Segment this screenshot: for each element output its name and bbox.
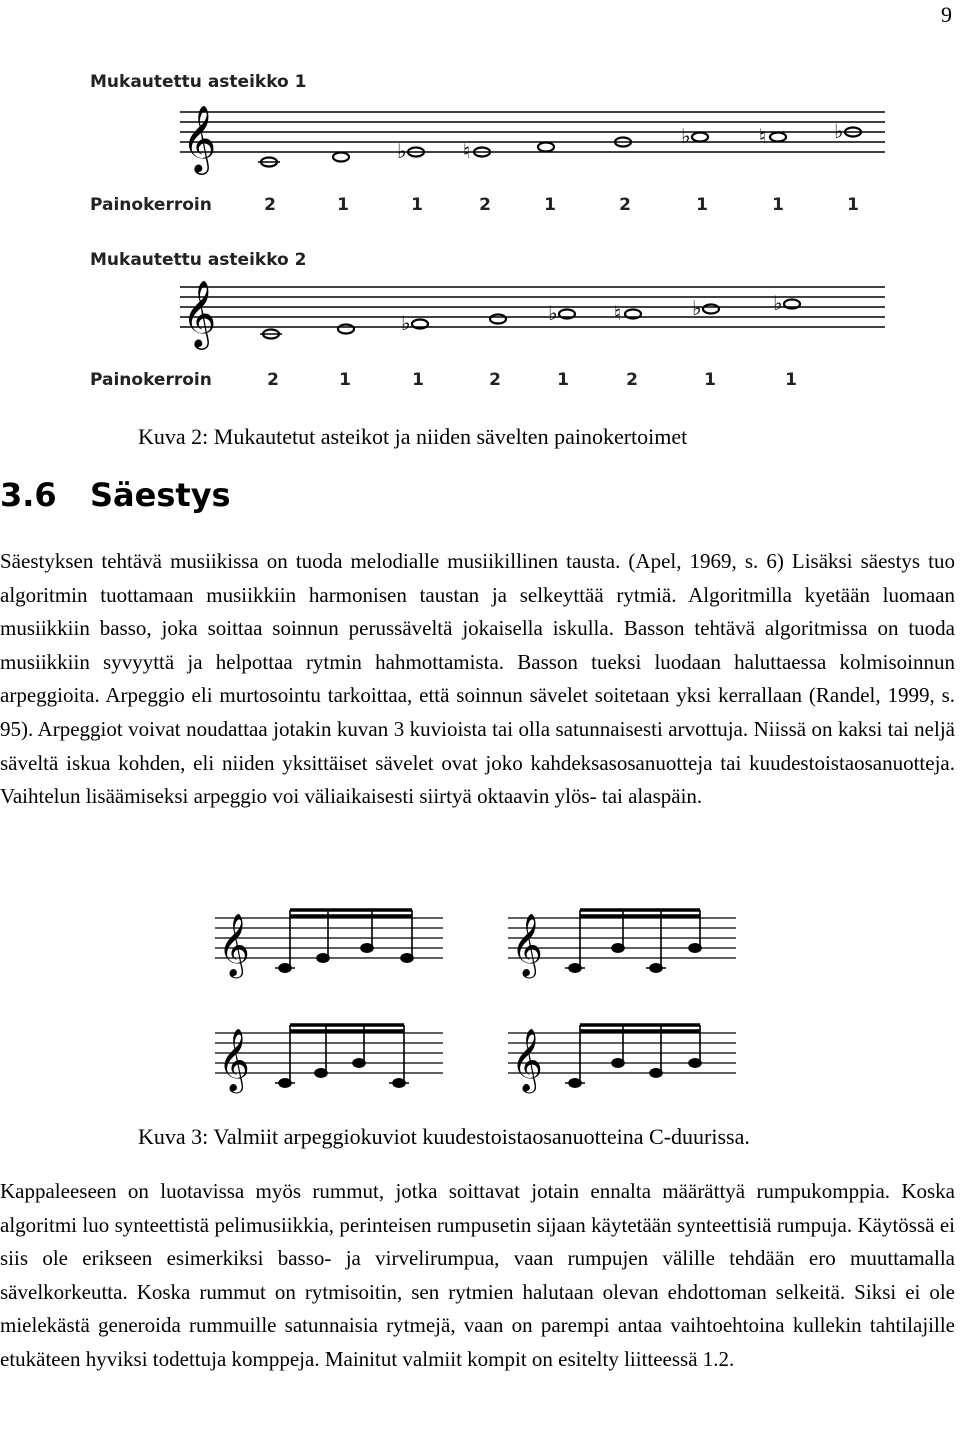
flat-icon: ♭: [548, 301, 558, 325]
section-heading: [0, 476, 231, 514]
flat-icon: ♭: [692, 296, 702, 320]
arpeggio-pattern-4: [508, 1015, 738, 1095]
note: [490, 315, 506, 324]
treble-clef-icon: 𝄞: [218, 913, 250, 976]
scale1-staff: [180, 100, 890, 180]
scale2-weight-label: Painokerroin: [90, 370, 212, 390]
note: [770, 133, 786, 142]
paragraph-2: Kappaleeseen on luotavissa myös rummut, jotka soittavat jotain ennalta määrättyä rumpukomppia. Koska algoritmi luo synteettistä pelimusiikkia, perinteisen rumpusetin sijaan käytetään synteettisiä rumpuja. Käytössä ei siis ole erikseen esimerkiksi basso- ja virvelirumpua, vaan rumpujen välille tehdään ero muuttamalla sävelkorkeutta. Koska rummut on rytmisoitin, sen rytmien halutaan olevan ehdottoman selkeitä. Siksi ei ole mielekästä generoida rummuille satunnaisia rytmejä, vaan on parempi antaa vaihtoehtoina kullekin tahtilajille etukäteen hyviksi todettuja komppeja. Mainitut valmiit kompit on esitelty liitteessä 1.2.: [0, 1179, 955, 1371]
treble-clef-icon: 𝄞: [182, 279, 217, 347]
natural-icon: ♮: [759, 124, 767, 148]
weight-value: 1: [847, 195, 859, 215]
weight-value: 1: [557, 370, 569, 390]
treble-clef-icon: 𝄞: [511, 913, 543, 976]
note: [703, 305, 719, 314]
scale1-weight-label: Painokerroin: [90, 195, 212, 215]
weight-value: 2: [626, 370, 638, 390]
flat-icon: ♭: [773, 291, 783, 315]
flat-icon: ♭: [681, 124, 691, 148]
weight-value: 2: [267, 370, 279, 390]
arpeggio-pattern-3: [215, 1015, 445, 1095]
note: [333, 153, 349, 162]
weight-value: 1: [696, 195, 708, 215]
arpeggio-pattern-1: [215, 900, 445, 980]
treble-clef-icon: 𝄞: [182, 104, 217, 172]
scale1-notes: [258, 128, 861, 167]
paragraph-1: Säestyksen tehtävä musiikissa on tuoda melodialle musiikillinen tausta. (Apel, 1969, s. 6) Lisäksi säestys tuo algoritmin tuottamaan musiikkiin harmonisen taustan ja selkeyttää rytmiä. Algoritmilla kyetään luomaan musiikkiin basso, joka soittaa soinnun perussäveltä jokaisella iskulla. Basson tehtävä algoritmissa on tuoda musiikkiin syvyyttä ja helpottaa rytmin hahmottamista. Basson tueksi luodaan haluttaessa kolmisoinnun arpeggioita. Arpeggio eli murtosointu tarkoittaa, että soinnun sävelet soitetaan yksi kerrallaan (Randel, 1999, s. 95). Arpeggiot voivat noudattaa jotakin kuvan 3 kuvioista tai olla satunnaisesti arvottuja. Niissä on kaksi tai neljä säveltä iskua kohden, eli niiden yksittäiset sävelet ovat joko kahdeksasosanuotteja tai kuudestoistaosanuotteja. Vaihtelun lisäämiseksi arpeggio voi väliaikaisesti siirtyä oktaavin ylös- tai alaspäin.: [0, 549, 955, 809]
weight-value: 1: [785, 370, 797, 390]
flat-icon: ♭: [397, 139, 407, 163]
figure3-caption: Kuva 3: Valmiit arpeggiokuviot kuudestoistaosanuotteina C-duurissa.: [138, 1124, 750, 1149]
scale2-notes: [260, 300, 800, 339]
weight-value: 2: [264, 195, 276, 215]
weight-value: 2: [619, 195, 631, 215]
weight-value: 1: [339, 370, 351, 390]
weight-value: 1: [337, 195, 349, 215]
section-title: Säestys: [90, 476, 231, 514]
page-number: 9: [941, 2, 952, 27]
treble-clef-icon: 𝄞: [218, 1028, 250, 1091]
weight-value: 1: [411, 195, 423, 215]
flat-icon: ♭: [401, 311, 411, 335]
weight-value: 2: [489, 370, 501, 390]
figure2-caption: Kuva 2: Mukautetut asteikot ja niiden sävelten painokertoimet: [138, 424, 688, 449]
section-number: 3.6: [0, 476, 57, 514]
weight-value: 1: [704, 370, 716, 390]
scale1-title: Mukautettu asteikko 1: [90, 72, 307, 92]
note: [538, 143, 554, 152]
flat-icon: ♭: [834, 119, 844, 143]
note: [338, 325, 354, 334]
scale2-staff: [180, 275, 890, 355]
weight-value: 2: [479, 195, 491, 215]
note: [692, 133, 708, 142]
natural-icon: ♮: [614, 301, 622, 325]
weight-value: 1: [412, 370, 424, 390]
scale2-title: Mukautettu asteikko 2: [90, 250, 307, 270]
arpeggio-pattern-2: [508, 900, 738, 980]
treble-clef-icon: 𝄞: [511, 1028, 543, 1091]
weight-value: 1: [544, 195, 556, 215]
weight-value: 1: [772, 195, 784, 215]
natural-icon: ♮: [463, 139, 471, 163]
